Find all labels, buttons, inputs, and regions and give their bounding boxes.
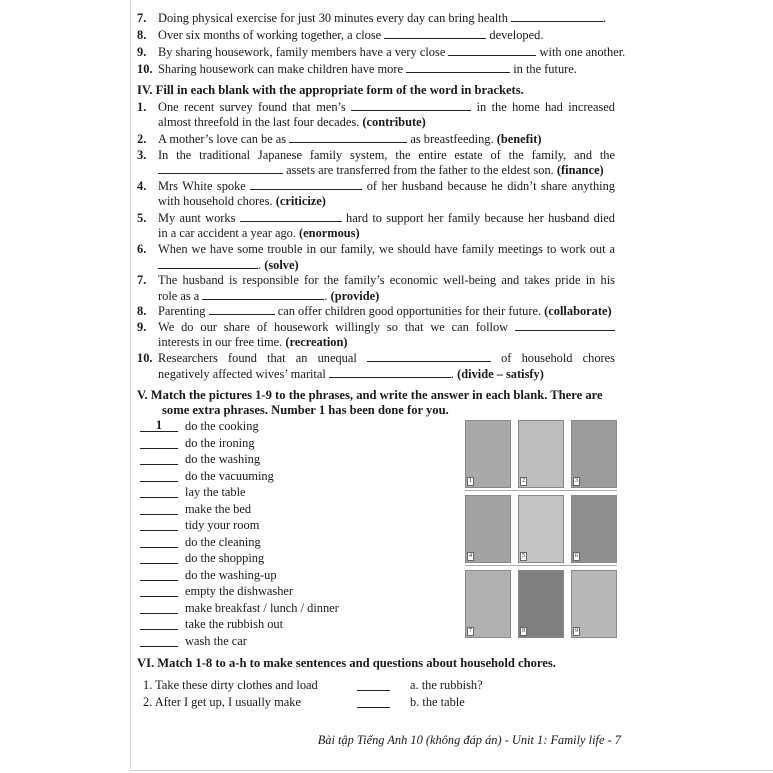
- chore-phrase: do the washing-up: [185, 567, 277, 582]
- answer-blank[interactable]: [140, 518, 178, 531]
- exercise-item: [158, 148, 615, 163]
- word-hint: (criticize): [275, 194, 326, 208]
- exercise-item: [158, 11, 615, 26]
- answer-blank[interactable]: [140, 469, 178, 482]
- chore-picture: [518, 570, 564, 638]
- answer-blank[interactable]: [384, 28, 486, 39]
- chore-phrase: empty the dishwasher: [185, 584, 294, 598]
- item-text: interests in our free time.: [158, 335, 283, 349]
- chore-phrase: tidy your room: [185, 518, 260, 532]
- item-number: 10.: [137, 351, 153, 365]
- item-text: assets are transferred from the father to the eldest son.: [286, 163, 554, 177]
- item-number: 8.: [137, 28, 147, 42]
- section-heading: V. Match the pictures 1-9 to the phrases, and write the answer in each blank. There are: [137, 388, 603, 402]
- item-text: can offer children good opportunities for their future.: [277, 304, 542, 318]
- exercise-item: [158, 132, 615, 147]
- answer-blank[interactable]: [357, 697, 390, 708]
- chore-phrase: wash the car: [185, 633, 247, 648]
- item-text: A mother’s love can be as: [158, 132, 287, 146]
- section-heading: some extra phrases. Number 1 has been done for you.: [162, 403, 449, 417]
- item-text: of her husband because he didn’t share anything: [366, 179, 615, 193]
- answer-blank[interactable]: [329, 367, 451, 378]
- answer-blank[interactable]: 1: [140, 419, 178, 432]
- answer-blank[interactable]: [406, 62, 510, 73]
- exercise-item: [158, 273, 615, 288]
- item-text: with one another.: [539, 45, 626, 59]
- item-number: 7.: [137, 11, 147, 25]
- item-text: developed.: [489, 28, 544, 42]
- picture-number: 5: [522, 553, 525, 559]
- item-text: with household chores.: [158, 194, 273, 208]
- answer-blank[interactable]: [158, 258, 258, 269]
- chore-phrase: lay the table: [185, 485, 246, 499]
- chore-phrase: do the cooking: [185, 419, 259, 433]
- picture-number: 7: [469, 628, 472, 634]
- item-text: in a car accident a year ago.: [158, 226, 296, 240]
- chore-picture: [571, 570, 617, 638]
- picture-number: 1: [469, 478, 472, 484]
- word-hint: (solve): [264, 258, 299, 272]
- item-text: as breastfeeding.: [410, 132, 494, 146]
- item-text: .: [324, 289, 328, 303]
- item-text: By sharing housework, family members have a very close: [158, 45, 446, 59]
- chore-phrase: make breakfast / lunch / dinner: [185, 600, 339, 615]
- chore-phrase: do the cleaning: [185, 534, 261, 549]
- picture-number: 2: [522, 478, 525, 484]
- item-text: We do our share of housework willingly so that we can follow: [158, 320, 509, 334]
- answer-blank[interactable]: [351, 100, 471, 111]
- answer-blank[interactable]: [209, 304, 275, 315]
- exercise-item: [158, 62, 615, 77]
- item-text: hard to support her family because her husband died: [346, 211, 615, 225]
- word-hint: (collaborate): [544, 304, 612, 318]
- item-text: When we have some trouble in our family, we should have family meetings to work out a: [158, 242, 615, 256]
- chore-phrase: do the vacuuming: [185, 468, 274, 483]
- chores-pictures-grid: [465, 416, 617, 640]
- exercise-item: [158, 304, 615, 319]
- chore-picture: [571, 495, 617, 563]
- answer-blank[interactable]: [140, 436, 178, 449]
- chore-picture: [518, 495, 564, 563]
- item-text: Mrs White spoke: [158, 179, 246, 193]
- picture-number: 9: [575, 628, 578, 634]
- match-right: b. the table: [410, 695, 465, 709]
- answer-blank[interactable]: [448, 45, 536, 56]
- chore-picture: [518, 420, 564, 488]
- item-text: .: [603, 11, 607, 25]
- item-number: 10.: [137, 62, 153, 76]
- item-text: negatively affected wives’ marital: [158, 367, 326, 381]
- item-text: almost threefold in the last four decades.: [158, 115, 360, 129]
- answer-blank[interactable]: [289, 132, 407, 143]
- item-text: Parenting: [158, 304, 206, 318]
- item-text: in the future.: [513, 62, 577, 76]
- chore-phrase: do the ironing: [185, 435, 255, 450]
- chore-phrase: do the washing: [185, 452, 261, 466]
- chore-picture: [465, 570, 511, 638]
- item-number: 5.: [137, 211, 147, 225]
- item-number: 3.: [137, 148, 147, 162]
- answer-blank[interactable]: [140, 617, 178, 630]
- section-heading: IV. Fill in each blank with the appropriate form of the word in brackets.: [137, 83, 524, 97]
- answer-blank[interactable]: [140, 535, 178, 548]
- item-number: 1.: [137, 100, 147, 114]
- answer-blank[interactable]: [140, 551, 178, 564]
- chore-picture: [465, 420, 511, 488]
- chore-phrase: do the shopping: [185, 551, 265, 565]
- item-text: One recent survey found that men’s: [158, 100, 346, 114]
- page-footer: Bài tập Tiếng Anh 10 (không đáp án) - Unit 1: Family life - 7: [317, 733, 621, 747]
- item-number: 8.: [137, 304, 147, 318]
- answer-blank[interactable]: [202, 289, 324, 300]
- section-heading: VI. Match 1-8 to a-h to make sentences and questions about household chores.: [137, 656, 556, 670]
- answer-blank[interactable]: [140, 584, 178, 597]
- word-hint: (provide): [330, 289, 380, 303]
- item-text: Over six months of working together, a close: [158, 28, 382, 42]
- chore-phrase: take the rubbish out: [185, 617, 284, 631]
- item-text: Doing physical exercise for just 30 minutes every day can bring health: [158, 11, 508, 25]
- item-text: of household chores: [501, 351, 615, 365]
- exercise-item: [158, 211, 615, 226]
- item-number: 4.: [137, 179, 147, 193]
- item-text: The husband is responsible for the family’s economic well-being and takes pride in his: [158, 273, 615, 287]
- answer-blank[interactable]: [240, 211, 342, 222]
- answer-blank[interactable]: [511, 11, 603, 22]
- answer-blank[interactable]: [250, 179, 362, 190]
- item-text: Sharing housework can make children have more: [158, 62, 403, 76]
- item-text: in the home had increased: [476, 100, 615, 114]
- chore-phrase: make the bed: [185, 501, 252, 516]
- word-hint: (contribute): [362, 115, 426, 129]
- picture-number: 8: [522, 628, 525, 634]
- answer-blank[interactable]: [140, 502, 178, 515]
- answer-blank[interactable]: [158, 163, 283, 174]
- answer-blank[interactable]: [357, 680, 390, 691]
- chore-picture: [571, 420, 617, 488]
- answer-blank[interactable]: [140, 634, 178, 647]
- item-number: 6.: [137, 242, 147, 256]
- word-hint: (enormous): [299, 226, 360, 240]
- answer-blank[interactable]: [140, 485, 178, 498]
- item-text: .: [258, 258, 262, 272]
- picture-number: 3: [575, 478, 578, 484]
- exercise-item: [158, 45, 626, 60]
- picture-number: 4: [469, 553, 472, 559]
- item-text: In the traditional Japanese family system, the entire estate of the family, and the: [158, 148, 615, 162]
- picture-number: 6: [575, 553, 578, 559]
- match-left: 2. After I get up, I usually make: [143, 695, 301, 709]
- item-text: My aunt works: [158, 211, 236, 225]
- item-number: 9.: [137, 45, 147, 59]
- answer-blank[interactable]: [367, 351, 491, 362]
- exercise-item: [158, 28, 615, 43]
- match-right: a. the rubbish?: [410, 678, 483, 692]
- answer-blank[interactable]: [140, 452, 178, 465]
- exercise-item: [158, 100, 615, 115]
- answer-blank[interactable]: [140, 568, 178, 581]
- item-text: .: [450, 367, 454, 381]
- word-hint: (recreation): [285, 335, 348, 349]
- item-text: role as a: [158, 289, 200, 303]
- exercise-item: [158, 242, 615, 257]
- match-left: 1. Take these dirty clothes and load: [143, 678, 318, 692]
- exercise-item: [158, 320, 615, 335]
- word-hint: (divide – satisfy): [457, 367, 544, 381]
- exercise-item: [158, 351, 615, 366]
- word-hint: (benefit): [496, 132, 542, 146]
- answer-blank[interactable]: [140, 601, 178, 614]
- exercise-item: [158, 179, 615, 194]
- item-text: Researchers found that an unequal: [158, 351, 357, 365]
- item-number: 7.: [137, 273, 147, 287]
- word-hint: (finance): [556, 163, 604, 177]
- answer-blank[interactable]: [515, 320, 615, 331]
- item-number: 9.: [137, 320, 147, 334]
- item-number: 2.: [137, 132, 147, 146]
- chore-picture: [465, 495, 511, 563]
